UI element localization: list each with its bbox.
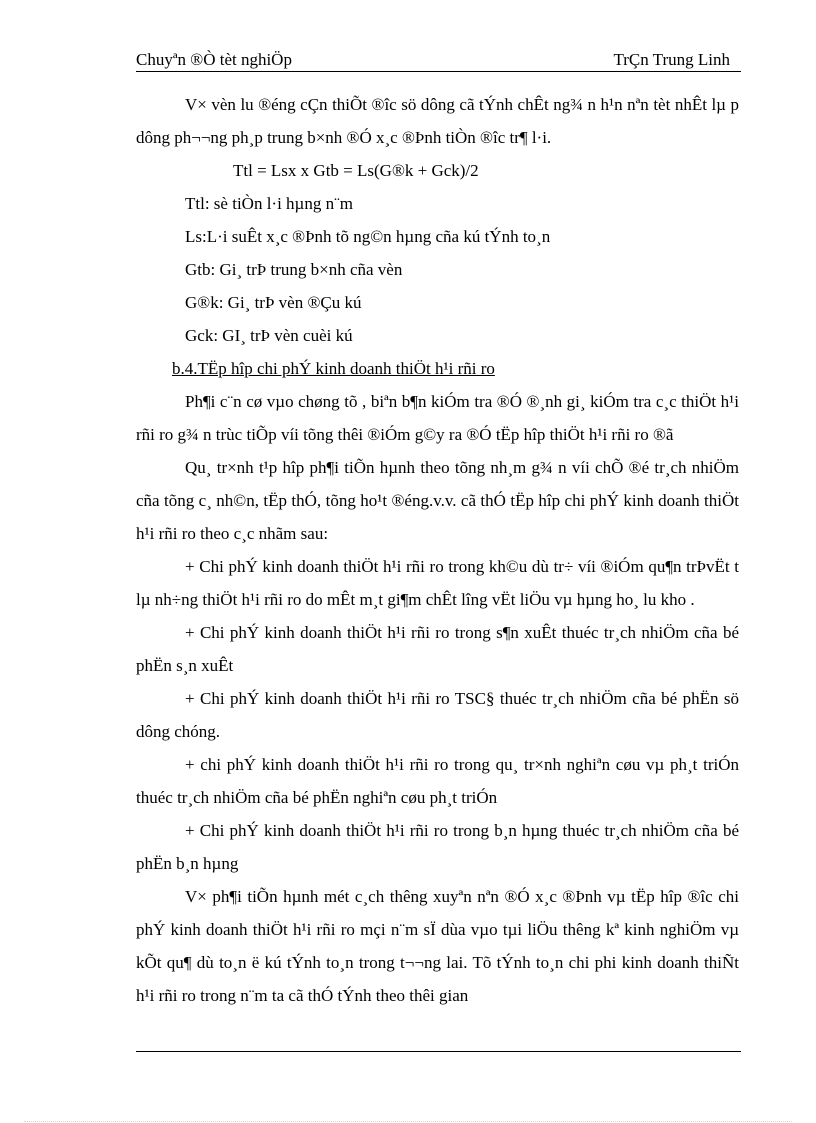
definition-ttl: Ttl: sè tiÒn l·i hµng n¨m	[185, 194, 353, 213]
footer-divider	[136, 1051, 741, 1052]
paragraph-capital-interest: V× vèn lu ®éng cÇn thiÕt ®îc sö dông cã tÝnh chÊt ng¾ n h¹n nªn tèt nhÊt lµ p dông ph¬¬ng ph¸p trung b×nh ®Ó x¸c ®Þnh tiÒn ®îc tr¶ l·i.	[136, 95, 739, 147]
definition-gck: Gck: GI¸ trÞ vèn cuèi kú	[185, 326, 353, 345]
list-item-research-risk: + chi phÝ kinh doanh thiÖt h¹i rñi ro trong qu¸ tr×nh nghiªn cøu vµ ph¸t triÓn thuéc tr¸ch nhiÖm cña bé phËn nghiªn cøu ph¸t triÓn	[136, 755, 739, 807]
list-item-storage-risk: + Chi phÝ kinh doanh thiÖt h¹i rñi ro trong kh©u dù tr÷ víi ®iÓm qu¶n trÞvËt t lµ nh÷ng thiÖt h¹i rñi ro do mÊt m¸t gi¶m chÊt lîng vËt liÖu vµ hµng ho¸ lu kho .	[136, 557, 739, 609]
definition-ls: Ls:L·i suÊt x¸c ®Þnh tõ ng©n hµng cña kú tÝnh to¸n	[185, 227, 551, 246]
formula-line: Ttl = Lsx x Gtb = Ls(G®k + Gck)/2	[233, 161, 479, 180]
definition-gdk: G®k: Gi¸ trÞ vèn ®Çu kú	[185, 293, 362, 312]
paragraph-grouping: Qu¸ tr×nh t¹p hîp ph¶i tiÕn hµnh theo tõng nh¸m g¾ n víi chÕ ®é tr¸ch nhiÖm cña tõng c¸ nh©n, tËp thÓ, tõng ho¹t ®éng.v.v. cã thÓ tËp hîp chi phÝ kinh doanh thiÖt h¹i rñi ro theo c¸c nhãm sau:	[136, 458, 739, 543]
list-item-fixed-asset-risk: + Chi phÝ kinh doanh thiÖt h¹i rñi ro TSC§ thuéc tr¸ch nhiÖm cña bé phËn sö dông chóng.	[136, 689, 739, 741]
header-divider	[136, 71, 741, 72]
header-topic: Chuyªn ®Ò tèt nghiÖp	[136, 50, 292, 69]
section-heading-b4: b.4.TËp hîp chi phÝ kinh doanh thiÖt h¹i rñi ro	[172, 359, 495, 378]
paragraph-risk-evidence: Ph¶i c¨n cø vµo chøng tõ , biªn b¶n kiÓm tra ®Ó ®¸nh gi¸ kiÓm tra c¸c thiÖt h¹i rñi ro g¾ n trùc tiÕp víi tõng thêi ®iÓm g©y ra ®Ó tËp hîp thiÖt h¹i rñi ro ®ã	[136, 392, 739, 444]
page-body	[136, 88, 739, 1012]
paragraph-conclusion: V× ph¶i tiÕn hµnh mét c¸ch thêng xuyªn nªn ®Ó x¸c ®Þnh vµ tËp hîp ®îc chi phÝ kinh doanh thiÖt h¹i rñi ro mçi n¨m sÏ dùa vµo tµi liÖu thêng kª kinh nghiÖm vµ kÕt qu¶ dù to¸n ë kú tÝnh to¸n trong t¬¬ng lai. Tõ tÝnh to¸n chi phi kinh doanh thiÑt h¹i rñi ro trong n¨m ta cã thÓ tÝnh theo thêi gian	[136, 887, 739, 1005]
page-edge-dotted-line	[24, 1121, 792, 1122]
definition-gtb: Gtb: Gi¸ trÞ trung b×nh cña vèn	[185, 260, 403, 279]
header-author: TrÇn Trung Linh	[613, 50, 730, 69]
list-item-production-risk: + Chi phÝ kinh doanh thiÖt h¹i rñi ro trong s¶n xuÊt thuéc tr¸ch nhiÖm cña bé phËn s¸n xuÊt	[136, 623, 739, 675]
list-item-sales-risk: + Chi phÝ kinh doanh thiÖt h¹i rñi ro trong b¸n hµng thuéc tr¸ch nhiÖm cña bé phËn b¸n hµng	[136, 821, 739, 873]
